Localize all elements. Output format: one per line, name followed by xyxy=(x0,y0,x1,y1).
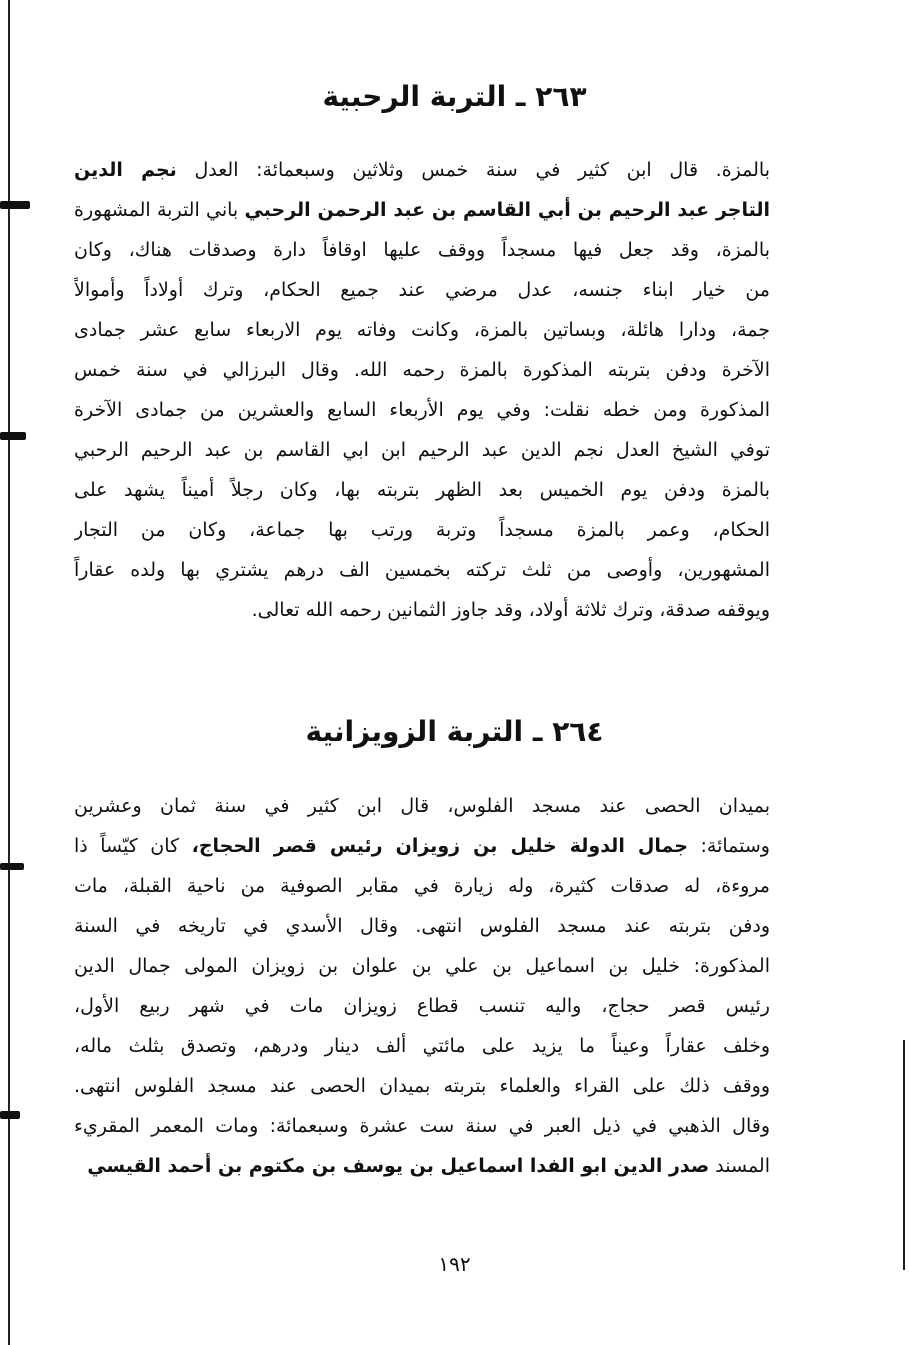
text-line xyxy=(74,510,770,550)
text-line xyxy=(74,350,770,390)
text-line xyxy=(74,150,770,190)
line-text: المسند xyxy=(709,1155,770,1177)
text-line xyxy=(74,270,770,310)
text-line xyxy=(74,190,770,230)
text-line xyxy=(74,1146,770,1186)
margin-mark xyxy=(0,432,26,440)
text-line xyxy=(74,310,770,350)
section-heading: ٢٦٤ ـ التربة الزويزانية xyxy=(305,715,604,748)
line-text: من خيار ابناء جنسه، عدل مرضي عند جميع الحكام، وترك أولاداً وأموالاً xyxy=(74,279,770,301)
text-line xyxy=(74,470,770,510)
text-line xyxy=(74,986,770,1026)
line-text: مروءة، له صدقات كثيرة، وله زيارة في مقابر الصوفية من ناحية القبلة، مات xyxy=(74,875,770,897)
margin-mark xyxy=(0,201,30,209)
line-text: المذكورة: خليل بن اسماعيل بن علي بن علوان بن زويزان المولى جمال الدين xyxy=(74,955,770,977)
line-text: الآخرة ودفن بتربته المذكورة بالمزة رحمه الله. وقال البرزالي في سنة خمس xyxy=(74,359,770,381)
text-line xyxy=(74,866,770,906)
text-line xyxy=(74,786,770,826)
line-text: بميدان الحصى عند مسجد الفلوس، قال ابن كثير في سنة ثمان وعشرين xyxy=(74,795,770,817)
line-text: رئيس قصر حجاج، واليه تنسب قطاع زويزان مات في شهر ربيع الأول، xyxy=(74,995,770,1017)
bold-name-text: صدر الدين ابو الفدا اسماعيل بن يوسف بن مكتوم بن أحمد القيسي xyxy=(87,1155,710,1177)
text-line xyxy=(74,1106,770,1146)
line-text: جمة، ودارا هائلة، وبساتين بالمزة، وكانت وفاته يوم الاربعاء سابع عشر جمادى xyxy=(74,319,770,341)
text-line xyxy=(74,946,770,986)
line-text: المذكورة ومن خطه نقلت: وفي يوم الأربعاء السابع والعشرين من جمادى الآخرة xyxy=(74,399,770,421)
line-text: ودفن بتربته عند مسجد الفلوس انتهى. وقال الأسدي في تاريخه في السنة xyxy=(74,915,770,937)
page-number: ١٩٢ xyxy=(438,1252,471,1276)
section-body xyxy=(74,786,770,1186)
bold-name-text: التاجر عبد الرحيم بن أبي القاسم بن عبد الرحمن الرحبي xyxy=(244,199,770,221)
line-text: المشهورين، وأوصى من ثلث تركته بخمسين الف درهم يشتري بها ولده عقاراً xyxy=(74,559,770,581)
line-text: بالمزة ودفن يوم الخميس بعد الظهر بتربته بها، وكان رجلاً أميناً يشهد على xyxy=(74,479,770,501)
line-text: وخلف عقاراً وعيناً ما يزيد على مائتي ألف دينار ودرهم، وتصدق بثلث ماله، xyxy=(74,1035,770,1057)
text-line xyxy=(74,430,770,470)
bold-name-text: نجم الدين xyxy=(74,159,177,181)
line-text: ويوقفه صدقة، وترك ثلاثة أولاد، وقد جاوز الثمانين رحمه الله تعالى. xyxy=(251,599,770,621)
line-text: الحكام، وعمر بالمزة مسجداً وتربة ورتب بها جماعة، وكان من التجار xyxy=(74,519,770,541)
text-line xyxy=(74,550,770,590)
line-text: وستمائة: xyxy=(687,835,770,857)
text-line xyxy=(74,826,770,866)
section-body xyxy=(74,150,770,630)
line-text: بالمزة، وقد جعل فيها مسجداً ووقف عليها اوقافاً دارة وصدقات هناك، وكان xyxy=(74,239,770,261)
line-text: ووقف ذلك على القراء والعلماء بتربته بميدان الحصى عند مسجد الفلوس انتهى. xyxy=(74,1075,770,1097)
line-text: باني التربة المشهورة xyxy=(74,199,245,221)
text-line xyxy=(74,230,770,270)
line-text: كان كيّساً ذا xyxy=(74,835,192,857)
margin-mark xyxy=(0,863,24,870)
line-text: بالمزة. قال ابن كثير في سنة خمس وثلاثين وسبعمائة: العدل xyxy=(176,159,770,181)
page-edge-line-right xyxy=(903,1040,905,1270)
section-heading: ٢٦٣ ـ التربة الرحبية xyxy=(322,80,587,113)
bold-name-text: جمال الدولة خليل بن زويزان رئيس قصر الحجاج، xyxy=(191,835,688,857)
margin-mark xyxy=(0,1111,20,1119)
line-text: وقال الذهبي في ذيل العبر في سنة ست عشرة وسبعمائة: ومات المعمر المقريء xyxy=(74,1115,770,1137)
text-line xyxy=(74,1066,770,1106)
text-line xyxy=(74,590,770,630)
text-line xyxy=(74,390,770,430)
text-line xyxy=(74,1026,770,1066)
text-line xyxy=(74,906,770,946)
line-text: توفي الشيخ العدل نجم الدين عبد الرحيم ابن ابي القاسم بن عبد الرحيم الرحبي xyxy=(74,439,770,461)
